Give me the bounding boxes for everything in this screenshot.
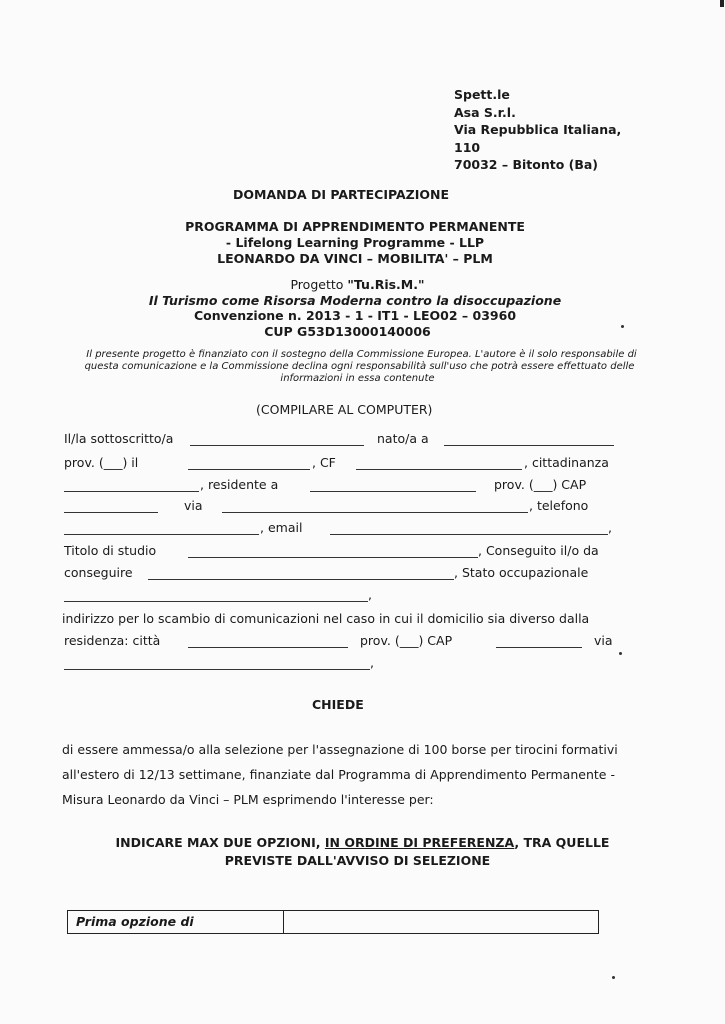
programme-block: [0, 219, 725, 267]
disclaimer-line-2: questa comunicazione e la Commissione declina ogni responsabilità sull'uso che potrà essere effettuato delle: [84, 361, 635, 372]
disclaimer-line-3: informazioni in essa contenute: [280, 373, 435, 384]
recipient-line-4: 110: [454, 139, 481, 155]
first-option-label: Prima opzione di: [68, 911, 284, 933]
project-cup: CUP G53D13000140006: [264, 323, 431, 339]
label-conseguire: conseguire: [64, 565, 133, 580]
field-via[interactable]: [222, 512, 528, 513]
form-row-birth: [64, 455, 614, 473]
project-name: "Tu.Ris.M.": [347, 277, 425, 292]
form-row-occupation: ,: [64, 587, 614, 605]
field-birthdate[interactable]: [188, 469, 310, 470]
label-residente: , residente a: [200, 477, 279, 492]
recipient-line-5: 70032 – Bitonto (Ba): [454, 157, 599, 172]
form-row-indirizzo: [62, 611, 612, 629]
field-cap[interactable]: [64, 512, 158, 513]
field-name[interactable]: [190, 445, 364, 446]
field-titolo[interactable]: [188, 557, 478, 558]
label-prov3: prov. (___) CAP: [360, 633, 453, 648]
notice-underlined: IN ORDINE DI PREFERENZA: [324, 835, 515, 850]
label-sottoscritto: Il/la sottoscritto/a: [64, 431, 174, 446]
notice-line-2: PREVISTE DALL'AVVISO DI SELEZIONE: [224, 853, 491, 868]
form-row-contact: , email ,: [64, 520, 614, 538]
label-indirizzo: indirizzo per lo scambio di comunicazioni nel caso in cui il domicilio sia diverso dalla: [62, 611, 590, 626]
request-line-3: Misura Leonardo da Vinci – PLM esprimendo l'interesse per:: [62, 792, 434, 807]
label-nato: nato/a a: [377, 431, 429, 446]
label-residenza-citta: residenza: città: [64, 633, 161, 648]
form-row-domicile: [64, 633, 614, 651]
label-conseguito: , Conseguito il/o da: [478, 543, 599, 558]
label-titolo: Titolo di studio: [64, 543, 157, 558]
first-option-field[interactable]: [284, 911, 598, 933]
form-row-via2: ,: [64, 655, 614, 673]
form-row-residence: [64, 477, 614, 495]
recipient-address: [454, 86, 621, 174]
project-prefix: Progetto: [290, 277, 348, 292]
field-telefono[interactable]: [64, 534, 259, 535]
label-prov2: prov. (___) CAP: [494, 477, 587, 492]
field-cap2[interactable]: [496, 647, 582, 648]
programme-line-3: LEONARDO DA VINCI – MOBILITA' – PLM: [217, 251, 493, 266]
request-line-2: all'estero di 12/13 settimane, finanziate dal Programma di Apprendimento Permanente -: [62, 767, 615, 782]
options-table: [67, 910, 599, 934]
label-via2: via: [594, 633, 613, 648]
notice-block: [0, 834, 725, 870]
disclaimer: [0, 349, 725, 385]
scan-speck: [619, 652, 622, 655]
project-convention: Convenzione n. 2013 - 1 - IT1 - LEO02 – 03960: [193, 308, 517, 323]
form-row-name: [64, 431, 614, 449]
notice-part-2: , TRA QUELLE: [514, 835, 610, 850]
field-residenza[interactable]: [310, 491, 476, 492]
field-email[interactable]: [330, 534, 608, 535]
label-via: via: [184, 498, 203, 513]
scan-speck: [720, 0, 724, 7]
form-row-study: [64, 543, 614, 561]
notice-part-1: INDICARE MAX DUE OPZIONI,: [115, 835, 325, 850]
form-row-conseguire: [64, 565, 614, 583]
field-cittadinanza[interactable]: [64, 491, 199, 492]
programme-line-1: PROGRAMMA DI APPRENDIMENTO PERMANENTE: [185, 219, 525, 234]
field-via2[interactable]: [64, 669, 370, 670]
disclaimer-line-1: Il presente progetto è finanziato con il sostegno della Commissione Europea. L'autore è il solo responsabile di: [86, 349, 637, 360]
label-email: , email: [260, 520, 303, 535]
project-subtitle: Il Turismo come Risorsa Moderna contro la disoccupazione: [148, 292, 562, 308]
request-paragraph: [62, 737, 622, 812]
field-birthplace[interactable]: [444, 445, 614, 446]
project-block: [0, 277, 725, 339]
field-occupazione[interactable]: [64, 601, 368, 602]
label-telefono: , telefono: [529, 498, 589, 513]
recipient-line-2: Asa S.r.l.: [454, 104, 516, 120]
programme-line-2: - Lifelong Learning Programme - LLP: [225, 235, 485, 250]
label-prov: prov. (___) il: [64, 455, 139, 470]
scan-speck: [621, 325, 624, 328]
recipient-line-3: Via Repubblica Italiana,: [454, 122, 622, 137]
field-cf[interactable]: [356, 469, 522, 470]
label-cf: , CF: [312, 455, 336, 470]
instruction-text: (COMPILARE AL COMPUTER): [256, 402, 433, 417]
field-conseguito[interactable]: [148, 579, 454, 580]
label-stato: , Stato occupazionale: [454, 565, 589, 580]
form-row-address: [64, 498, 614, 516]
document-title: DOMANDA DI PARTECIPAZIONE: [233, 187, 450, 202]
chiede-heading: CHIEDE: [312, 697, 364, 712]
recipient-line-1: Spett.le: [454, 87, 510, 102]
field-citta[interactable]: [188, 647, 348, 648]
label-cittadinanza: , cittadinanza: [524, 455, 609, 470]
scan-speck: [612, 976, 615, 979]
request-line-1: di essere ammessa/o alla selezione per l'assegnazione di 100 borse per tirocini formativi: [62, 742, 618, 757]
